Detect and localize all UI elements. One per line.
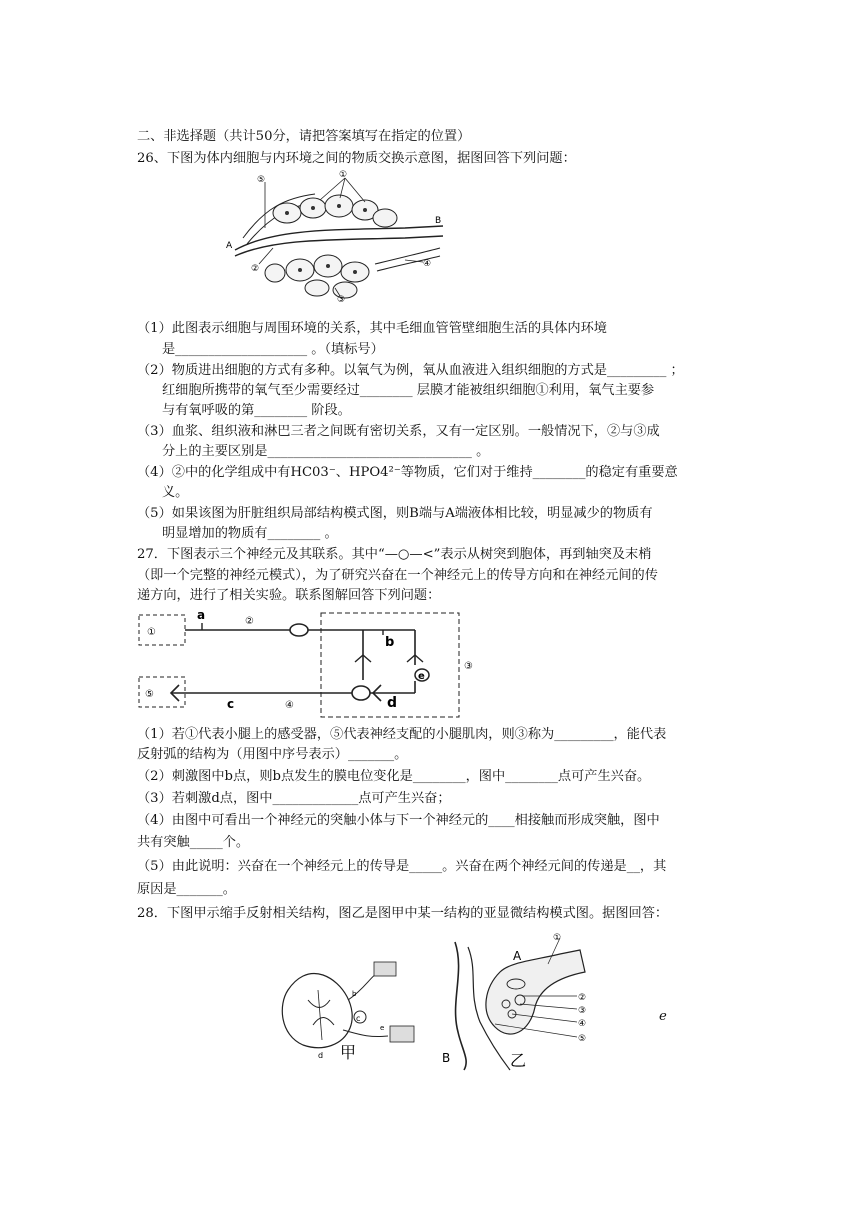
q28-yi-label-5: ⑤ xyxy=(578,1034,587,1044)
q27-p5b: 原因是_______。 xyxy=(137,882,236,897)
q27-p4b: 共有突触_____个。 xyxy=(137,835,250,850)
q28-stem: 28．下图甲示缩手反射相关结构，图乙是图甲中某一结构的亚显微结构模式图。据图回答： xyxy=(137,906,669,921)
q26-label-B: B xyxy=(435,216,442,226)
q27-p1b: 反射弧的结构为（用图中序号表示）_______。 xyxy=(137,747,408,762)
q27-p1a: （1）若①代表小腿上的感受器，⑤代表神经支配的小腿肌肉，则③称为_________，能代表 xyxy=(137,727,667,742)
q28-figure-jia xyxy=(268,960,428,1065)
q27-label-a: a xyxy=(197,608,206,622)
q27-stem-3: 递方向，进行了相关实验。联系图解回答下列问题： xyxy=(137,588,441,603)
q26-p4b: 义。 xyxy=(162,485,189,500)
q28-stray-e: e xyxy=(659,1009,667,1024)
q27-label-b: b xyxy=(385,635,395,650)
q28-yi-label-1: ① xyxy=(553,933,562,943)
q26-label-A: A xyxy=(226,241,233,251)
q28-yi-label-A: A xyxy=(513,949,522,963)
q27-p3: （3）若刺激d点，图中_____________点可产生兴奋； xyxy=(137,791,451,806)
q27-label-4: ④ xyxy=(285,700,294,711)
q28-jia-label-e: e xyxy=(380,1024,385,1032)
q26-p3a: （3）血浆、组织液和淋巴三者之间既有密切关系，又有一定区别。一般情况下，②与③成 xyxy=(137,424,660,439)
q28-jia-label-d: d xyxy=(318,1051,324,1060)
q26-p2b: 红细胞所携带的氧气至少需要经过________ 层膜才能被组织细胞①利用，氧气主要参 xyxy=(162,383,655,398)
q28-yi-label-B: B xyxy=(442,1051,451,1065)
q26-p2c: 与有氧呼吸的第________ 阶段。 xyxy=(162,403,351,418)
q28-jia-label-b: b xyxy=(352,990,357,998)
q27-label-2: ② xyxy=(245,616,254,627)
q26-label-4: ④ xyxy=(423,259,432,269)
q28-jia-label: 甲 xyxy=(340,1043,357,1062)
q28-figure-yi xyxy=(440,932,605,1072)
q27-p4a: （4）由图中可看出一个神经元的突触小体与下一个神经元的____相接触而形成突触，图中 xyxy=(137,813,660,828)
q26-label-5: ⑤ xyxy=(257,175,266,185)
q27-p5a: （5）由此说明：兴奋在一个神经元上的传导是_____。兴奋在两个神经元间的传递是__，其 xyxy=(137,859,667,874)
q26-label-2: ② xyxy=(251,264,260,274)
q27-stem-1: 27．下图表示三个神经元及其联系。其中“—○—<”表示从树突到胞体，再到轴突及末梢 xyxy=(137,547,652,562)
q27-neuron-figure xyxy=(135,605,480,723)
q26-label-3: ③ xyxy=(337,295,346,303)
q26-p4a: （4）②中的化学组成中有HC03⁻、HPO4²⁻等物质，它们对于维持________的稳定有重要意 xyxy=(137,465,678,480)
q26-p5b: 明显增加的物质有________ 。 xyxy=(162,526,338,541)
q28-yi-label-4: ④ xyxy=(578,1019,587,1029)
q26-p1b: 是____________________ 。（填标号） xyxy=(162,342,384,357)
section-title: 二、非选择题（共计50分，请把答案填写在指定的位置） xyxy=(137,129,471,144)
q28-jia-label-c: c xyxy=(356,1014,361,1023)
q27-label-3: ③ xyxy=(464,661,473,672)
q27-label-c: c xyxy=(227,697,235,711)
q28-yi-label: 乙 xyxy=(510,1051,527,1070)
q26-p5a: （5）如果该图为肝脏组织局部结构模式图，则B端与A端液体相比较，明显减少的物质有 xyxy=(137,506,653,521)
q28-yi-label-2: ② xyxy=(578,993,587,1003)
q27-label-5: ⑤ xyxy=(145,689,154,700)
q27-label-e: e xyxy=(418,671,425,682)
q26-figure xyxy=(225,168,445,303)
q27-stem-2: （即一个完整的神经元模式），为了研究兴奋在一个神经元上的传导方向和在神经元间的传 xyxy=(137,568,658,583)
q28-yi-label-3: ③ xyxy=(578,1006,587,1016)
q26-stem: 26、下图为体内细胞与内环境之间的物质交换示意图，据图回答下列问题： xyxy=(137,151,576,166)
q26-p3b: 分上的主要区别是_______________________________ 。 xyxy=(162,444,490,459)
q27-p2: （2）刺激图中b点，则b点发生的膜电位变化是________，图中________点可产生兴奋。 xyxy=(137,769,651,784)
q27-label-1: ① xyxy=(147,627,156,638)
q26-label-1: ① xyxy=(339,170,348,180)
q26-p1a: （1）此图表示细胞与周围环境的关系，其中毛细血管管壁细胞生活的具体内环境 xyxy=(137,321,607,336)
q27-label-d: d xyxy=(387,695,398,711)
q26-p2a: （2）物质进出细胞的方式有多种。以氧气为例，氧从血液进入组织细胞的方式是_________ ； xyxy=(137,363,684,378)
